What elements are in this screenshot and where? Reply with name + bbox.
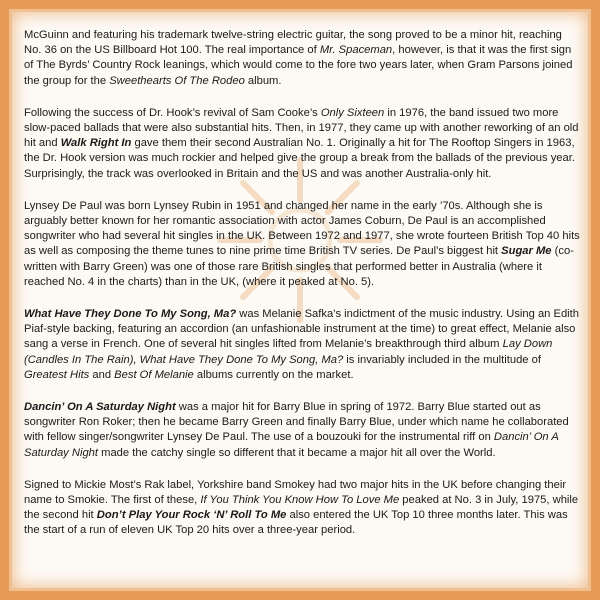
paragraph-barry-blue: [24, 400, 580, 461]
paragraph-smokie: [24, 478, 580, 539]
body-text: (co-written with Barry Green) was one of those rare British singles that performed better in Australia (where it reached No. 4 in the charts) than in the UK, (where it peaked at No. 5).: [24, 245, 574, 288]
song-title: Dancin’ On A Saturday Night: [24, 401, 176, 414]
article-body: [24, 28, 580, 556]
italic-title: Best Of Melanie: [114, 368, 194, 381]
body-text: in 1976, the band issued two more slow-paced ballads that were also substantial hits. Then, in 1977, they came up with another reworking of an old hit and: [24, 106, 579, 150]
body-text: Signed to Mickie Most’s Rak label, Yorkshire band Smokey had two major hits in the UK before changing their name to Smokie. The first of these,: [24, 478, 567, 507]
italic-title: If You Think You Know How To Love Me: [200, 494, 400, 507]
body-text: also entered the UK Top 10 three months later. This was the start of a run of eleven UK Top 20 hits over a three-year period.: [24, 509, 568, 537]
italic-title: Mr. Spaceman: [319, 44, 393, 57]
italic-title: Greatest Hits: [24, 368, 90, 381]
italic-title: Only Sixteen: [320, 106, 385, 119]
body-text: is invariably included in the multitude of: [343, 353, 541, 366]
body-text: Lynsey De Paul was born Lynsey Rubin in 1951 and changed her name in the early ’70s. Although she is arguably better known for her romantic association with actor James Coburn, De Paul is an accomplished songwriter who had several hit singles in the UK. Between 1972 and 1977, she wrote fourteen British Top 40 hits as well as composing the theme tunes to nine prime time British TV series. De Paul’s biggest hit: [24, 199, 580, 258]
song-title: Don’t Play Your Rock ‘N’ Roll To Me: [96, 509, 287, 522]
body-text: album.: [244, 74, 282, 87]
song-title: Sugar Me: [501, 245, 552, 258]
body-text: made the catchy single so different that it became a major hit all over the World.: [98, 446, 496, 459]
paragraph-byrds: [24, 28, 580, 89]
song-title: What Have They Done To My Song, Ma?: [24, 308, 237, 321]
song-title: Walk Right In: [60, 137, 132, 150]
body-text: and: [89, 368, 115, 381]
italic-title: Dancin’ On A Saturday Night: [24, 431, 559, 459]
body-text: , however, is that it was the first sign of The Byrds’ Country Rock leanings, which would come to the fore two years later, when Gram Parsons joined the group for the: [24, 44, 573, 87]
body-text: was Melanie Safka’s indictment of the music industry. Using an Edith Piaf-style backing, featuring an accordion (an unfashionable instrument at the time) to great effect, Melanie also sang a verse in French. One of several hit singles lifted from Melanie’s breakthrough third album: [24, 308, 580, 351]
body-text: Following the success of Dr. Hook’s revival of Sam Cooke’s: [24, 106, 321, 119]
paragraph-dr-hook: [24, 106, 580, 182]
paragraph-melanie: [24, 307, 580, 383]
body-text: McGuinn and featuring his trademark twelve-string electric guitar, the song proved to be a minor hit, reaching No. 36 on the US Billboard Hot 100. The real importance of: [24, 29, 562, 57]
body-text: gave them their second Australian No. 1. Originally a hit for The Rooftop Singers in 1963, the Dr. Hook version was much rockier and helped give the group a break from the ballads of the previous year. Surprisingly, the track was overlooked in Britain and the US and was another Australia-only hit.: [24, 137, 575, 180]
paragraph-lynsey-de-paul: [24, 199, 580, 290]
italic-title: Lay Down (Candles In The Rain), What Have They Done To My Song, Ma?: [24, 338, 553, 366]
body-text: peaked at No. 3 in July, 1975, while the second hit: [24, 494, 579, 522]
body-text: was a major hit for Barry Blue in spring of 1972. Barry Blue started out as songwriter Ron Roker; then he became Barry Green and finally Barry Blue, under which name he collaborated with fellow singer/songwriter Lynsey De Paul. The use of a bouzouki for the instrumental riff on: [24, 401, 569, 444]
italic-title: Sweethearts Of The Rodeo: [109, 74, 245, 87]
body-text: albums currently on the market.: [193, 368, 354, 381]
